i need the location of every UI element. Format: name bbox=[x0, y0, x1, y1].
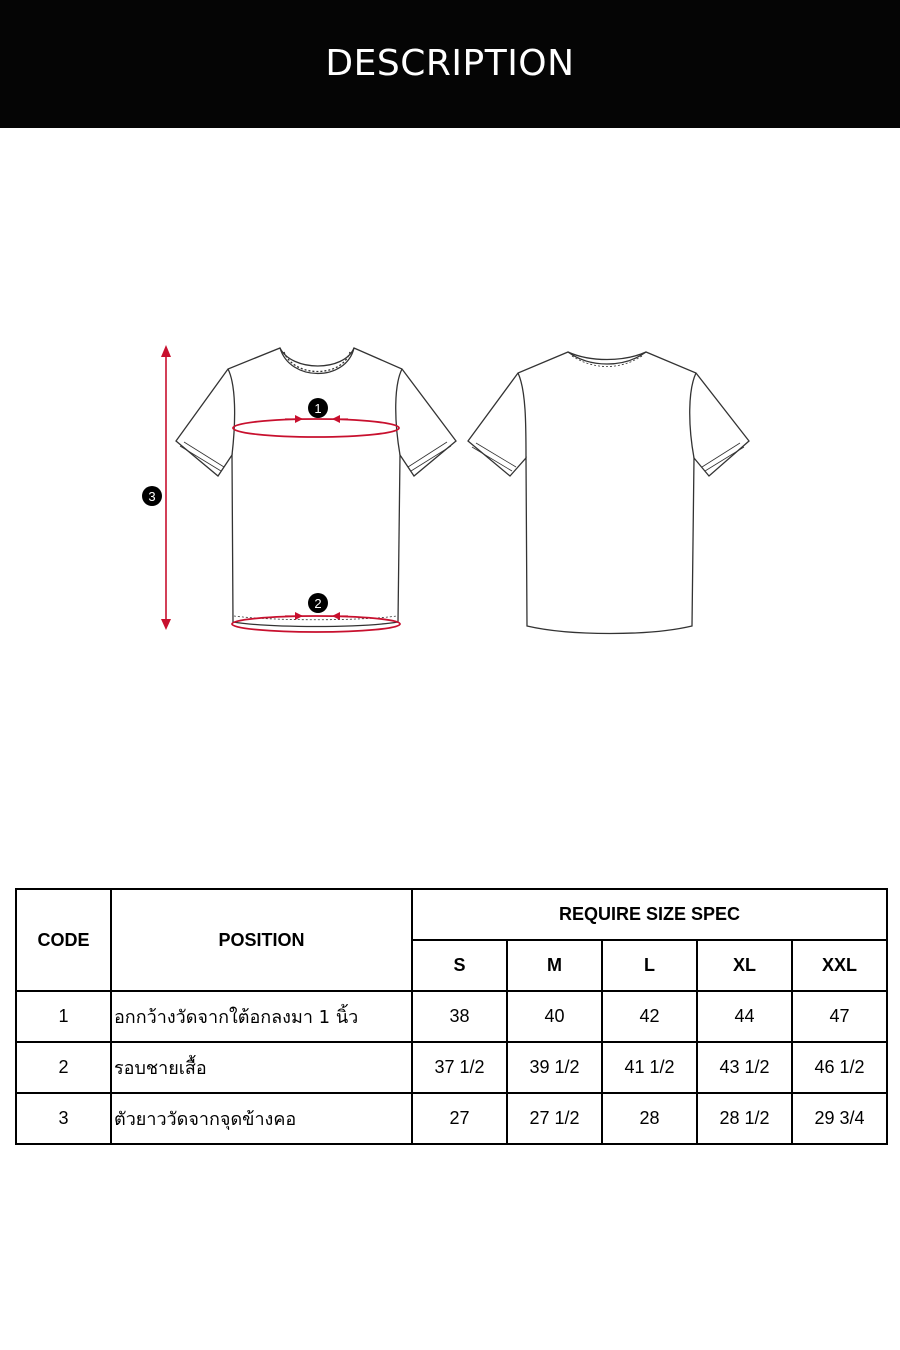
size-spec-table bbox=[15, 888, 888, 1145]
size-header-m: M bbox=[507, 940, 602, 991]
svg-text:3: 3 bbox=[148, 489, 156, 504]
header-bar bbox=[0, 0, 900, 128]
table-row bbox=[16, 991, 887, 1042]
row-value: 28 1/2 bbox=[697, 1093, 792, 1144]
position-header: POSITION bbox=[111, 889, 412, 991]
row-value: 29 3/4 bbox=[792, 1093, 887, 1144]
row-value: 39 1/2 bbox=[507, 1042, 602, 1093]
tshirt-diagram bbox=[0, 128, 900, 828]
row-value: 40 bbox=[507, 991, 602, 1042]
row-value: 37 1/2 bbox=[412, 1042, 507, 1093]
row-value: 44 bbox=[697, 991, 792, 1042]
table-row bbox=[16, 1042, 887, 1093]
row-value: 42 bbox=[602, 991, 697, 1042]
row-value: 27 bbox=[412, 1093, 507, 1144]
row-code: 1 bbox=[16, 991, 111, 1042]
spec-header: REQUIRE SIZE SPEC bbox=[412, 889, 887, 940]
marker-2 bbox=[308, 593, 328, 613]
row-code: 3 bbox=[16, 1093, 111, 1144]
tshirt-back-icon bbox=[468, 352, 749, 634]
row-value: 43 1/2 bbox=[697, 1042, 792, 1093]
size-header-xl: XL bbox=[697, 940, 792, 991]
row-value: 28 bbox=[602, 1093, 697, 1144]
marker-1 bbox=[308, 398, 328, 418]
row-value: 47 bbox=[792, 991, 887, 1042]
row-code: 2 bbox=[16, 1042, 111, 1093]
row-value: 46 1/2 bbox=[792, 1042, 887, 1093]
row-position: ตัวยาววัดจากจุดข้างคอ bbox=[111, 1093, 412, 1144]
svg-text:1: 1 bbox=[314, 401, 322, 416]
row-value: 38 bbox=[412, 991, 507, 1042]
row-position: รอบชายเสื้อ bbox=[111, 1042, 412, 1093]
size-header-s: S bbox=[412, 940, 507, 991]
row-value: 27 1/2 bbox=[507, 1093, 602, 1144]
size-header-xxl: XXL bbox=[792, 940, 887, 991]
marker-3 bbox=[142, 486, 162, 506]
svg-text:2: 2 bbox=[314, 596, 322, 611]
code-header: CODE bbox=[16, 889, 111, 991]
page-title: DESCRIPTION bbox=[325, 42, 575, 84]
size-header-l: L bbox=[602, 940, 697, 991]
table-row bbox=[16, 1093, 887, 1144]
tshirt-front-icon bbox=[176, 348, 456, 627]
row-value: 41 1/2 bbox=[602, 1042, 697, 1093]
row-position: อกกว้างวัดจากใต้อกลงมา 1 นิ้ว bbox=[111, 991, 412, 1042]
